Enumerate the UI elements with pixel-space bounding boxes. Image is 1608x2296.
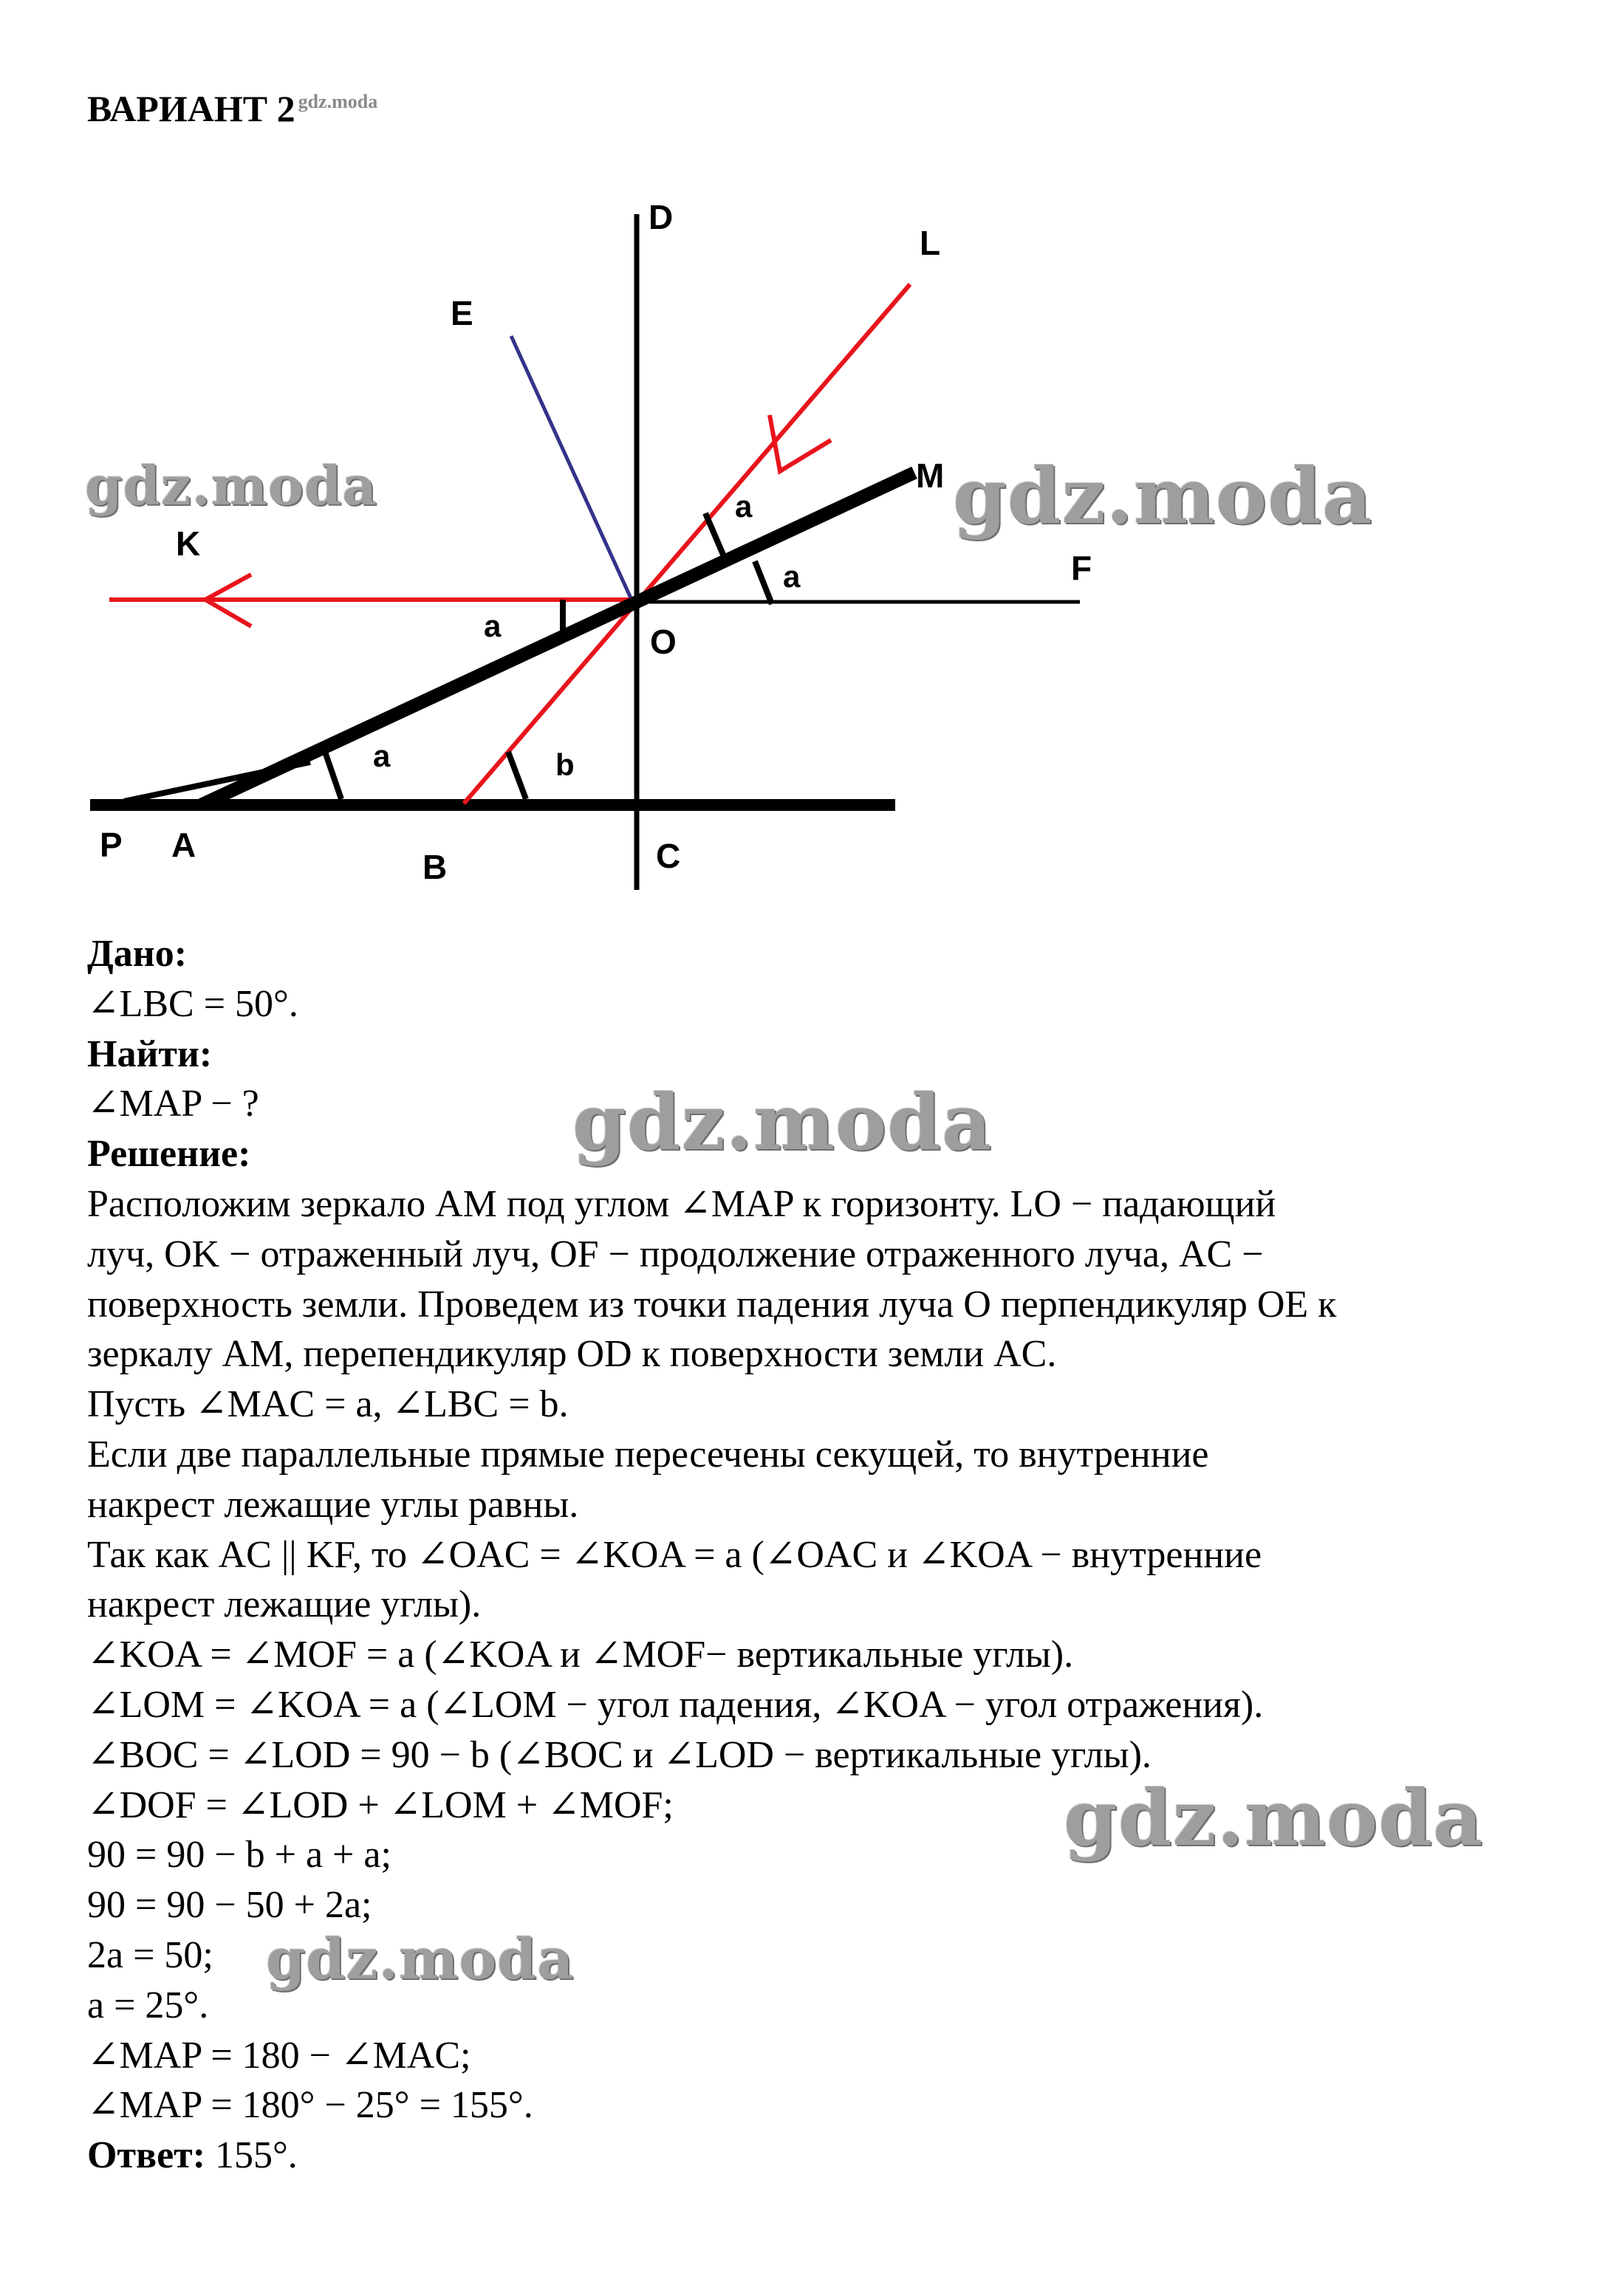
label-o: O [650, 623, 677, 661]
find-text: ∠MAP − ? [87, 1083, 259, 1125]
solution-line: поверхность земли. Проведем из точки падения луча O перпендикуляр OE к [87, 1283, 1337, 1326]
answer-value: 155°. [215, 2134, 298, 2177]
solution-line: ∠LOM = ∠KOA = a (∠LOM − угол падения, ∠KOA − угол отражения). [87, 1683, 1264, 1726]
label-e: E [451, 294, 473, 332]
incident-arrow [770, 415, 831, 471]
solution-line: ∠BOC = ∠LOD = 90 − b (∠BOC и ∠LOD − вертикальные углы). [87, 1733, 1152, 1776]
given-heading: Дано: [87, 933, 188, 975]
solution-line: 90 = 90 − b + a + a; [87, 1834, 391, 1877]
solution-line: ∠MAP = 180° − 25° = 155°. [87, 2084, 533, 2127]
solution-line: зеркалу AM, перепендикуляр OD к поверхности земли AC. [87, 1333, 1057, 1376]
label-a: A [171, 826, 196, 864]
angle-mark-4 [325, 752, 341, 799]
solution-line: Так как AC || KF, то ∠OAC = ∠KOA = a (∠OAC и ∠KOA − внутренние [87, 1533, 1262, 1576]
solution-line: накрест лежащие углы). [87, 1583, 482, 1626]
angle-label-lom: a [735, 489, 753, 524]
given-text: ∠LBC = 50°. [87, 982, 298, 1025]
watermark-4: gdz.moda [1064, 1772, 1484, 1863]
normal-oe [511, 336, 632, 600]
solution-line: Пусть ∠MAC = a, ∠LBC = b. [87, 1383, 569, 1426]
angle-label-mof: a [783, 559, 801, 594]
label-f: F [1071, 549, 1092, 587]
angle-label-koa: a [484, 609, 502, 643]
watermark-1: gdz.moda [85, 454, 377, 517]
answer-heading: Ответ: [87, 2134, 206, 2177]
watermark-2: gdz.moda [953, 450, 1373, 541]
solution-line: ∠DOF = ∠LOD + ∠LOM + ∠MOF; [87, 1783, 674, 1826]
variant-title: ВАРИАНТ 2 [87, 88, 295, 129]
incident-ray [464, 284, 910, 803]
find-heading: Найти: [87, 1032, 213, 1075]
solution-line: накрест лежащие углы равны. [87, 1483, 579, 1526]
solution-line: Расположим зеркало AM под углом ∠MAP к горизонту. LO − падающий [87, 1182, 1276, 1225]
angle-mark-5 [508, 752, 526, 799]
solution-line: Если две параллельные прямые пересечены секущей, то внутренние [87, 1433, 1209, 1476]
label-m: M [916, 456, 945, 495]
watermark-5: gdz.moda [266, 1926, 575, 1992]
angle-mark-1 [705, 513, 725, 560]
angle-label-lbc: b [555, 747, 575, 782]
solution-line: ∠KOA = ∠MOF = a (∠KOA и ∠MOF− вертикальные углы). [87, 1634, 1074, 1676]
solution-text [87, 929, 1564, 2181]
solution-line: ∠MAP = 180 − ∠MAC; [87, 2034, 471, 2077]
answer-line [87, 2131, 1564, 2181]
title-watermark: gdz.moda [298, 91, 378, 112]
solution-line: a = 25°. [87, 1984, 209, 2026]
angle-mark-2 [755, 561, 772, 604]
angle-label-mac: a [373, 739, 391, 773]
solution-heading: Решение: [87, 1133, 251, 1176]
label-l: L [920, 224, 941, 262]
label-p: P [100, 826, 123, 864]
label-d: D [649, 198, 674, 236]
label-c: C [656, 837, 681, 875]
label-b: B [422, 848, 448, 886]
solution-line: 2a = 50; [87, 1933, 213, 1976]
solution-line: 90 = 90 − 50 + 2a; [87, 1884, 372, 1927]
watermark-3: gdz.moda [572, 1077, 993, 1168]
label-k: K [176, 524, 201, 563]
solution-line: луч, OK − отраженный луч, OF − продолжение отраженного луча, AC − [87, 1233, 1264, 1275]
